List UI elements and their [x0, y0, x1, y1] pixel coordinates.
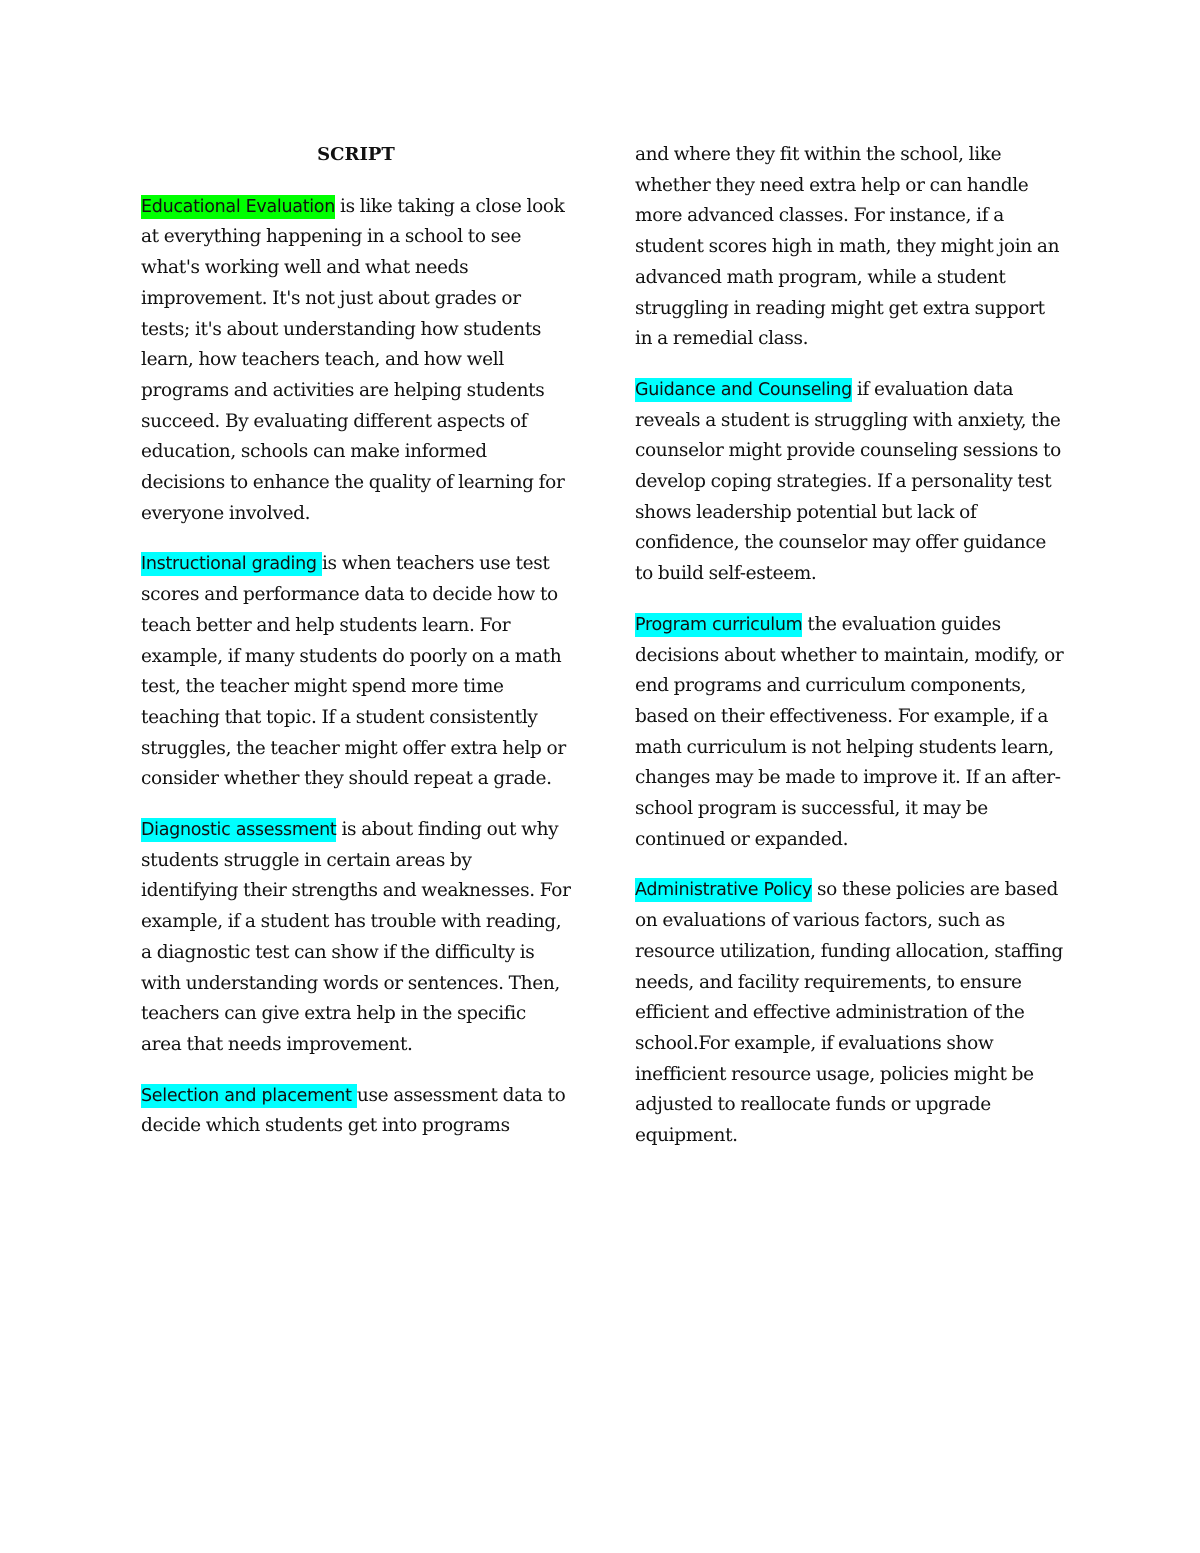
- section-text: use assessment data to decide which students get into programs: [141, 1084, 566, 1137]
- term-highlight: Diagnostic assessment: [141, 820, 337, 841]
- section-educational-evaluation: [141, 192, 571, 530]
- section-instructional-grading: [141, 549, 571, 795]
- section-selection-and-placement-continued: and where they fit within the school, like whether they need extra help or can handle more advanced classes. For instance, if a student scores high in math, they might join an advanced math program, while a student struggling in reading might get extra support in a remedial class.: [635, 144, 1060, 350]
- section-text: is when teachers use test scores and performance data to decide how to teach better and help students learn. For example, if many students do poorly on a math test, the teacher might spend more time teaching that topic. If a student consistently struggles, the teacher might offer extra help or consider whether they should repeat a grade.: [141, 553, 566, 790]
- section-administrative-policy: [635, 875, 1065, 1151]
- section-text: if evaluation data reveals a student is struggling with anxiety, the counselor might provide counseling sessions to develop coping strategies. If a personality test shows leadership potential but lack of confidence, the counselor may offer guidance to build self-esteem.: [635, 378, 1061, 585]
- section-diagnostic-assessment: [141, 815, 571, 1061]
- left-column: [141, 140, 571, 1162]
- section-text: the evaluation guides decisions about whether to maintain, modify, or end programs and curriculum components, based on their effectiveness. For example, if a math curriculum is not helping students learn, changes may be made to improve it. If an after-school program is successful, it may be continued or expanded.: [635, 613, 1064, 850]
- term-highlight: Instructional grading: [141, 554, 322, 575]
- document-title: SCRIPT: [317, 144, 395, 165]
- section-guidance-and-counseling: [635, 375, 1065, 590]
- section-text: is about finding out why students struggle in certain areas by identifying their strengths and weaknesses. For example, if a student has trouble with reading, a diagnostic test can show if the difficulty is with understanding words or sentences. Then, teachers can give extra help in the specific area that needs improvement.: [141, 819, 571, 1055]
- term-highlight: Educational Evaluation: [141, 196, 336, 217]
- section-text: is like taking a close look at everything happening in a school to see what's working well and what needs improvement. It's not just about grades or tests; it's about understanding how students learn, how teachers teach, and how well programs and activities are helping students succeed. By evaluating different aspects of education, schools can make informed decisions to enhance the quality of learning for everyone involved.: [141, 195, 565, 524]
- term-highlight: Program curriculum: [635, 614, 803, 635]
- term-highlight: Selection and placement: [141, 1085, 357, 1106]
- section-program-curriculum: [635, 610, 1065, 856]
- term-highlight: Administrative Policy: [635, 880, 812, 901]
- section-text: so these policies are based on evaluations of various factors, such as resource utilization, funding allocation, staffing needs, and facility requirements, to ensure efficient and effective administration of the school.For example, if evaluations show inefficient resource usage, policies might be adjusted to reallocate funds or upgrade equipment.: [635, 879, 1063, 1147]
- section-selection-and-placement: [141, 1081, 571, 1142]
- right-column: [635, 140, 1065, 1172]
- term-highlight: Guidance and Counseling: [635, 379, 852, 400]
